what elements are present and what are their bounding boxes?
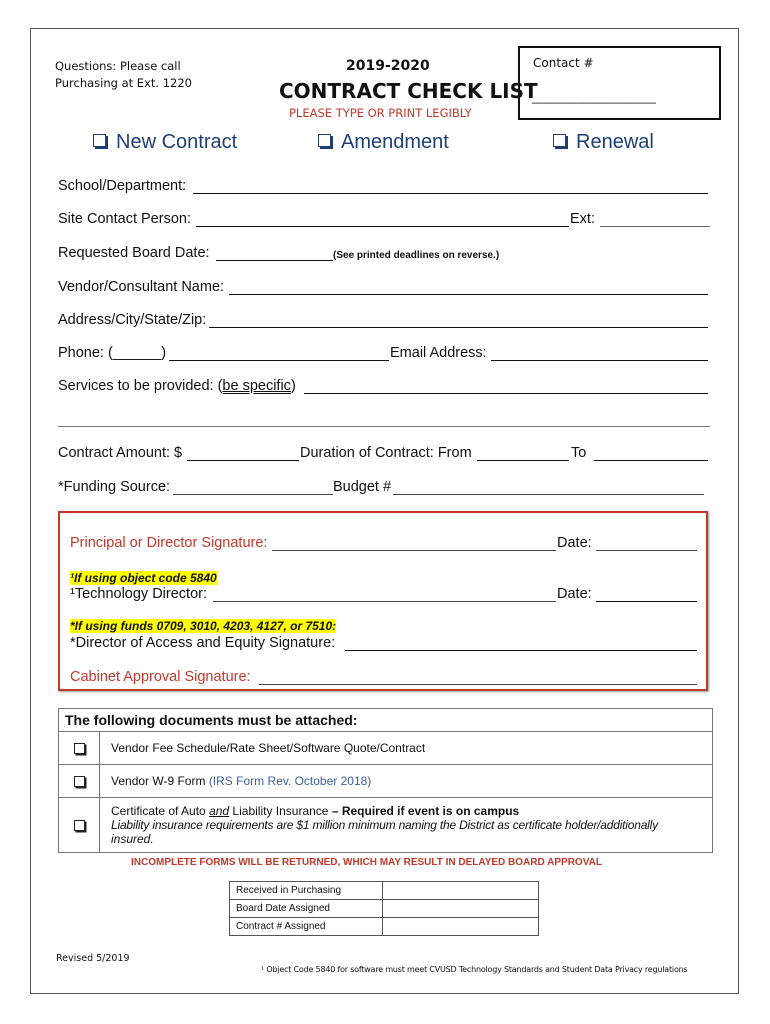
services-input[interactable]	[304, 393, 708, 394]
address-input[interactable]	[209, 327, 708, 328]
budget-input[interactable]	[393, 494, 704, 495]
new-contract-option[interactable]	[93, 131, 237, 154]
office-use-table	[229, 881, 539, 936]
budget-label: Budget #	[333, 479, 392, 495]
renewal-checkbox[interactable]	[553, 134, 566, 147]
tech-director-input[interactable]	[213, 601, 556, 602]
services-specific: be specific	[222, 378, 291, 394]
board-date-assigned-input[interactable]	[383, 900, 539, 918]
duration-label: Duration of Contract: From	[300, 445, 472, 461]
attachment-checkbox-cell[interactable]	[59, 765, 100, 798]
insurance-line-2: Liability insurance requirements are $1 million minimum naming the District as certificate holder/additionally	[111, 818, 658, 832]
attachment-row	[59, 765, 713, 798]
incomplete-warning: INCOMPLETE FORMS WILL BE RETURNED, WHICH MAY RESULT IN DELAYED BOARD APPROVAL	[131, 857, 602, 868]
tech-date-input[interactable]	[596, 601, 697, 602]
amendment-option[interactable]	[318, 131, 449, 154]
object-code-note: ¹If using object code 5840	[70, 571, 217, 585]
attachment-checkbox[interactable]	[74, 776, 85, 787]
office-use-row	[230, 900, 539, 918]
ext-input[interactable]	[600, 226, 710, 227]
funding-label: *Funding Source:	[58, 479, 171, 495]
contract-amount-input[interactable]	[187, 460, 299, 461]
services-prefix: Services to be provided: (	[58, 378, 223, 394]
insurance-line-3: insured.	[111, 832, 154, 846]
site-contact-label: Site Contact Person:	[58, 211, 191, 227]
address-label: Address/City/State/Zip:	[58, 312, 207, 328]
duration-to-input[interactable]	[594, 460, 708, 461]
footnote: ¹ Object Code 5840 for software must meet CVUSD Technology Standards and Student Data Privacy regulations	[261, 965, 688, 974]
page-subtitle: PLEASE TYPE OR PRINT LEGIBLY	[289, 106, 472, 120]
attachment-checkbox-cell[interactable]	[59, 798, 100, 853]
amendment-label: Amendment	[341, 131, 449, 153]
attachment-label	[100, 765, 713, 798]
principal-signature-label: Principal or Director Signature:	[70, 535, 268, 551]
vendor-label: Vendor/Consultant Name:	[58, 279, 225, 295]
school-year: 2019-2020	[346, 58, 430, 74]
funding-input[interactable]	[173, 494, 333, 495]
board-date-note: (See printed deadlines on reverse.)	[333, 250, 500, 261]
email-input[interactable]	[491, 360, 708, 361]
attachments-table	[58, 708, 713, 853]
questions-line-1: Questions: Please call	[55, 59, 181, 73]
board-date-assigned-label: Board Date Assigned	[230, 900, 383, 918]
principal-date-label: Date:	[557, 535, 592, 551]
insurance-text-b: Liability Insurance	[229, 804, 332, 818]
attachment-checkbox[interactable]	[74, 820, 85, 831]
principal-date-input[interactable]	[596, 550, 697, 551]
w9-label: Vendor W-9 Form	[111, 774, 209, 788]
insurance-line-1	[111, 804, 704, 818]
principal-signature-input[interactable]	[272, 550, 556, 551]
attachments-heading: The following documents must be attached:	[59, 709, 713, 732]
received-input[interactable]	[383, 882, 539, 900]
cabinet-label: Cabinet Approval Signature:	[70, 669, 251, 685]
page-title: CONTRACT CHECK LIST	[279, 79, 538, 103]
vendor-input[interactable]	[229, 294, 708, 295]
phone-label: Phone: (______)	[58, 345, 167, 361]
attachment-checkbox-cell[interactable]	[59, 732, 100, 765]
received-label: Received in Purchasing	[230, 882, 383, 900]
contract-amount-label: Contract Amount: $	[58, 445, 183, 461]
access-equity-input[interactable]	[345, 650, 697, 651]
revised-date: Revised 5/2019	[56, 953, 130, 964]
contract-assigned-label: Contract # Assigned	[230, 918, 383, 936]
access-equity-label: *Director of Access and Equity Signature:	[70, 635, 336, 651]
attachment-row	[59, 732, 713, 765]
questions-line-2: Purchasing at Ext. 1220	[55, 76, 192, 90]
to-label: To	[571, 445, 587, 461]
phone-input[interactable]	[169, 360, 389, 361]
services-suffix: )	[290, 378, 296, 394]
amendment-checkbox[interactable]	[318, 134, 331, 147]
new-contract-checkbox[interactable]	[93, 134, 106, 147]
duration-from-input[interactable]	[477, 460, 569, 461]
services-input-line-2[interactable]	[58, 426, 710, 427]
attachment-checkbox[interactable]	[74, 743, 85, 754]
board-date-label: Requested Board Date:	[58, 245, 210, 261]
new-contract-label: New Contract	[116, 131, 238, 153]
cabinet-input[interactable]	[259, 684, 697, 685]
tech-director-label: ¹Technology Director:	[70, 586, 207, 602]
attachments-header-row	[59, 709, 713, 732]
insurance-and: and	[209, 804, 230, 818]
contact-label: Contact #	[533, 56, 594, 70]
school-input[interactable]	[193, 193, 708, 194]
funds-note: *If using funds 0709, 3010, 4203, 4127, or 7510:	[70, 619, 337, 633]
services-label	[58, 378, 296, 394]
irs-form-link[interactable]: (IRS Form Rev. October 2018)	[208, 774, 372, 788]
email-label: Email Address:	[390, 345, 487, 361]
office-use-row	[230, 918, 539, 936]
renewal-option[interactable]	[553, 131, 654, 154]
ext-label: Ext:	[570, 211, 595, 227]
insurance-text-a: Certificate of Auto	[111, 804, 210, 818]
contract-assigned-input[interactable]	[383, 918, 539, 936]
renewal-label: Renewal	[576, 131, 654, 153]
insurance-required: – Required if event is on campus	[331, 804, 520, 818]
school-label: School/Department:	[58, 178, 187, 194]
tech-date-label: Date:	[557, 586, 592, 602]
attachment-label	[100, 798, 713, 853]
board-date-input[interactable]	[216, 260, 333, 261]
office-use-row	[230, 882, 539, 900]
site-contact-input[interactable]	[196, 226, 569, 227]
attachment-row	[59, 798, 713, 853]
contact-blank: ____________________	[532, 90, 656, 104]
attachment-label: Vendor Fee Schedule/Rate Sheet/Software Quote/Contract	[100, 732, 713, 765]
